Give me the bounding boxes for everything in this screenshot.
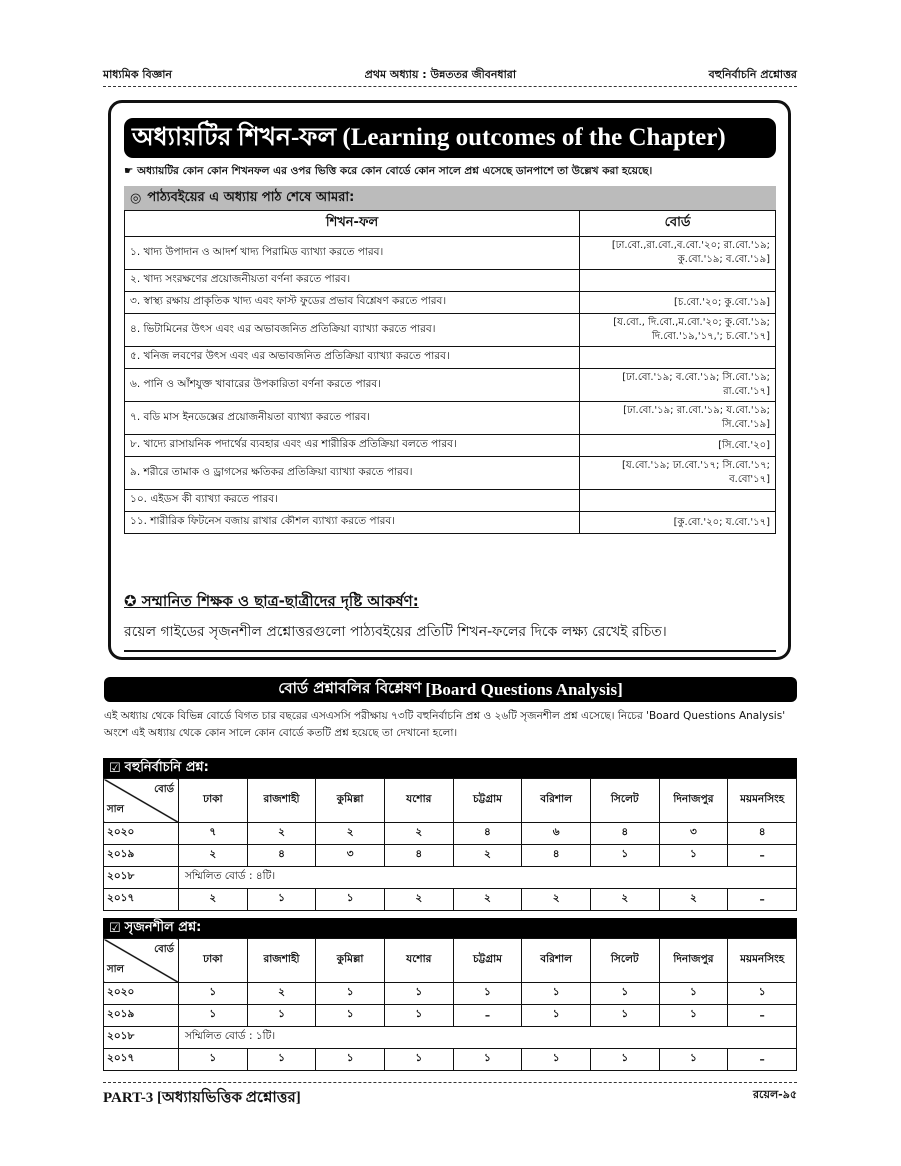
count-cell: ১ <box>384 1049 453 1071</box>
checkbox-icon: ☑ <box>109 760 121 776</box>
count-cell: ১ <box>316 1005 385 1027</box>
count-cell: ৩ <box>659 823 728 845</box>
board-header: যশোর <box>384 779 453 823</box>
combined-cell: সম্মিলিত বোর্ড : ১টি। <box>179 1027 797 1049</box>
count-cell: ২ <box>247 823 316 845</box>
col-board: বোর্ড <box>580 211 776 237</box>
table-row <box>104 823 797 845</box>
outcome-text: ৮. খাদ্যে রাসায়নিক পদার্থের ব্যবহার এবং এর শারীরিক প্রতিক্রিয়া বলতে পারব। <box>125 435 580 457</box>
count-cell: – <box>453 1005 522 1027</box>
outcome-board: [য.বো., দি.বো.,ম.বো.'২০; কু.বো.'১৯; দি.বো.'১৯,'১৭,'; চ.বো.'১৭] <box>580 314 776 347</box>
outcome-text: ১০. এইডস কী ব্যাখ্যা করতে পারব। <box>125 490 580 512</box>
table-row <box>104 889 797 911</box>
banner-en: [Board Questions Analysis] <box>425 679 623 699</box>
outcome-row <box>125 490 776 512</box>
count-cell: ২ <box>453 889 522 911</box>
outcome-board: [কু.বো.'২০; য.বো.'১৭] <box>580 512 776 534</box>
count-cell: ১ <box>522 983 591 1005</box>
count-cell: ৪ <box>728 823 797 845</box>
table-row <box>104 1005 797 1027</box>
count-cell: ১ <box>179 983 248 1005</box>
count-cell: ১ <box>247 1005 316 1027</box>
outcome-row <box>125 402 776 435</box>
count-cell: ১ <box>384 983 453 1005</box>
board-header: ঢাকা <box>179 939 248 983</box>
board-header: ময়মনসিংহ <box>728 939 797 983</box>
count-cell: ১ <box>659 1005 728 1027</box>
count-cell: ৭ <box>179 823 248 845</box>
board-header: সিলেট <box>590 779 659 823</box>
count-cell: ১ <box>522 1005 591 1027</box>
count-cell: – <box>728 1005 797 1027</box>
count-cell: ২ <box>179 845 248 867</box>
board-header: চট্টগ্রাম <box>453 779 522 823</box>
checkbox-icon: ☑ <box>109 920 121 936</box>
header-row <box>104 779 797 823</box>
count-cell: ১ <box>247 1049 316 1071</box>
count-cell: ১ <box>316 889 385 911</box>
outcome-text: ১. খাদ্য উপাদান ও আদর্শ খাদ্য পিরামিড ব্যাখ্যা করতে পারব। <box>125 237 580 270</box>
board-header: দিনাজপুর <box>659 779 728 823</box>
count-cell: – <box>728 889 797 911</box>
analysis-paragraph: এই অধ্যায় থেকে বিভিন্ন বোর্ডে বিগত চার বছরের এসএসসি পরীক্ষায় ৭৩টি বহুনির্বাচনি প্রশ্ন ও ২৬টি সৃজনশীল প্রশ্ন এসেছে। নিচের 'Board Questions Analysis' অংশে এই অধ্যায় থেকে কোন সালে কোন বোর্ডে কতটি প্রশ্ন হয়েছে তা দেখানো হলো। <box>104 710 786 739</box>
outcome-row <box>125 292 776 314</box>
outcome-row <box>125 512 776 534</box>
count-cell: – <box>728 1049 797 1071</box>
count-cell: ৪ <box>247 845 316 867</box>
outcome-text: ২. খাদ্য সংরক্ষণের প্রয়োজনীয়তা বর্ণনা করতে পারব। <box>125 270 580 292</box>
count-cell: – <box>728 845 797 867</box>
corner-year: সাল <box>107 964 124 975</box>
outcomes-title: অধ্যায়টির শিখন-ফল (Learning outcomes of the Chapter) <box>124 118 776 158</box>
table-row <box>104 867 797 889</box>
header-right: বহুনির্বাচনি প্রশ্নোত্তর <box>708 68 797 81</box>
board-header: রাজশাহী <box>247 939 316 983</box>
board-table <box>103 778 797 911</box>
outcome-board: [য.বো.'১৯; ঢা.বো.'১৭; সি.বো.'১৭; ব.বো'১৭] <box>580 457 776 490</box>
outcome-board <box>580 270 776 292</box>
outcomes-subheading: পাঠ্যবইয়ের এ অধ্যায় পাঠ শেষে আমরা: <box>147 189 355 205</box>
combined-cell: সম্মিলিত বোর্ড : ৪টি। <box>179 867 797 889</box>
outcomes-subheading-bar <box>124 186 776 210</box>
attention-text: রয়েল গাইডের সৃজনশীল প্রশ্নোত্তরগুলো পাঠ্যবইয়ের প্রতিটি শিখন-ফলের দিকে লক্ষ্য রেখেই রচিত। <box>124 620 776 652</box>
count-cell: ৪ <box>590 823 659 845</box>
board-table <box>103 938 797 1071</box>
table-row <box>104 983 797 1005</box>
col-outcome: শিখন-ফল <box>125 211 580 237</box>
corner-year: সাল <box>107 804 124 815</box>
outcome-board <box>580 347 776 369</box>
count-cell: ২ <box>659 889 728 911</box>
mcq-analysis-section <box>103 758 797 911</box>
year-cell: ২০১৯ <box>104 1005 179 1027</box>
board-header: কুমিল্লা <box>316 939 385 983</box>
header-left: মাধ্যমিক বিজ্ঞান <box>103 68 172 81</box>
corner-cell <box>104 939 179 983</box>
outcome-text: ১১. শারীরিক ফিটনেস বজায় রাখার কৌশল ব্যাখ্যা করতে পারব। <box>125 512 580 534</box>
board-header: চট্টগ্রাম <box>453 939 522 983</box>
count-cell: ১ <box>590 983 659 1005</box>
attention-heading: ✪ সম্মানিত শিক্ষক ও ছাত্র-ছাত্রীদের দৃষ্টি আকর্ষণ: <box>124 592 419 610</box>
analysis-banner <box>104 677 797 702</box>
count-cell: ১ <box>590 1049 659 1071</box>
outcome-row <box>125 347 776 369</box>
count-cell: ১ <box>659 845 728 867</box>
count-cell: ১ <box>728 983 797 1005</box>
table-title-bar <box>103 758 797 778</box>
count-cell: ৪ <box>453 823 522 845</box>
table-row <box>104 1049 797 1071</box>
count-cell: ২ <box>247 983 316 1005</box>
count-cell: ২ <box>522 889 591 911</box>
year-cell: ২০১৮ <box>104 1027 179 1049</box>
count-cell: ১ <box>316 1049 385 1071</box>
outcome-text: ৪. ভিটামিনের উৎস এবং এর অভাবজনিত প্রতিক্রিয়া ব্যাখ্যা করতে পারব। <box>125 314 580 347</box>
target-icon: ◎ <box>130 190 142 206</box>
outcome-board: [ঢা.বো.,রা.বো.,ব.বো.'২০; রা.বো.'১৯; কু.বো.'১৯; ব.বো.'১৯] <box>580 237 776 270</box>
count-cell: ২ <box>453 845 522 867</box>
count-cell: ২ <box>316 823 385 845</box>
board-header: বরিশাল <box>522 939 591 983</box>
count-cell: ১ <box>179 1005 248 1027</box>
header-row <box>104 939 797 983</box>
table-title: বহুনির্বাচনি প্রশ্ন: <box>124 759 209 775</box>
count-cell: ৬ <box>522 823 591 845</box>
board-header: ময়মনসিংহ <box>728 779 797 823</box>
corner-cell <box>104 779 179 823</box>
count-cell: ১ <box>453 983 522 1005</box>
count-cell: ২ <box>179 889 248 911</box>
count-cell: ২ <box>384 823 453 845</box>
outcome-text: ৬. পানি ও আঁশযুক্ত খাবারের উপকারিতা বর্ণনা করতে পারব। <box>125 369 580 402</box>
count-cell: ৩ <box>316 845 385 867</box>
outcome-text: ৭. বডি মাস ইনডেক্সের প্রয়োজনীয়তা ব্যাখ্যা করতে পারব। <box>125 402 580 435</box>
table-row <box>104 845 797 867</box>
table-title-bar <box>103 918 797 938</box>
count-cell: ১ <box>590 845 659 867</box>
outcome-row <box>125 435 776 457</box>
outcome-text: ৫. খনিজ লবণের উৎস এবং এর অভাবজনিত প্রতিক্রিয়া ব্যাখ্যা করতে পারব। <box>125 347 580 369</box>
year-cell: ২০১৭ <box>104 1049 179 1071</box>
outcome-text: ৯. শরীরে তামাক ও ড্রাগসের ক্ষতিকর প্রতিক্রিয়া ব্যাখ্যা করতে পারব। <box>125 457 580 490</box>
outcomes-table <box>124 210 776 534</box>
outcome-board: [ঢা.বো.'১৯; ব.বো.'১৯; সি.বো.'১৯; রা.বো.'১৭] <box>580 369 776 402</box>
count-cell: ৪ <box>384 845 453 867</box>
count-cell: ৪ <box>522 845 591 867</box>
count-cell: ১ <box>453 1049 522 1071</box>
count-cell: ১ <box>179 1049 248 1071</box>
board-header: বরিশাল <box>522 779 591 823</box>
outcome-row <box>125 369 776 402</box>
footer-right: রয়েল-৯৫ <box>753 1088 797 1101</box>
outcome-row <box>125 270 776 292</box>
footer-left: PART-3 [অধ্যায়ভিত্তিক প্রশ্নোত্তর] <box>103 1090 301 1106</box>
board-header: যশোর <box>384 939 453 983</box>
footer-divider <box>103 1082 797 1083</box>
corner-board: বোর্ড <box>154 784 174 795</box>
header-center: প্রথম অধ্যায় : উন্নততর জীবনধারা <box>364 68 517 81</box>
board-header: কুমিল্লা <box>316 779 385 823</box>
creative-analysis-section <box>103 918 797 1071</box>
count-cell: ১ <box>522 1049 591 1071</box>
count-cell: ১ <box>590 1005 659 1027</box>
board-header: রাজশাহী <box>247 779 316 823</box>
outcome-board <box>580 490 776 512</box>
year-cell: ২০১৭ <box>104 889 179 911</box>
count-cell: ২ <box>590 889 659 911</box>
year-cell: ২০২০ <box>104 823 179 845</box>
count-cell: ২ <box>384 889 453 911</box>
footer <box>103 1086 797 1111</box>
count-cell: ১ <box>384 1005 453 1027</box>
board-header: দিনাজপুর <box>659 939 728 983</box>
board-header: সিলেট <box>590 939 659 983</box>
outcome-row <box>125 237 776 270</box>
running-header <box>103 66 797 86</box>
count-cell: ১ <box>659 1049 728 1071</box>
count-cell: ১ <box>659 983 728 1005</box>
outcome-board: [সি.বো.'২০] <box>580 435 776 457</box>
banner-bn: বোর্ড প্রশ্নাবলির বিশ্লেষণ <box>278 679 422 697</box>
table-row <box>104 1027 797 1049</box>
count-cell: ১ <box>316 983 385 1005</box>
year-cell: ২০১৮ <box>104 867 179 889</box>
table-title: সৃজনশীল প্রশ্ন: <box>124 919 202 935</box>
outcome-text: ৩. স্বাস্থ্য রক্ষায় প্রাকৃতিক খাদ্য এবং ফাস্ট ফুডের প্রভাব বিশ্লেষণ করতে পারব। <box>125 292 580 314</box>
count-cell: ১ <box>247 889 316 911</box>
header-divider <box>103 86 797 87</box>
outcome-row <box>125 314 776 347</box>
board-header: ঢাকা <box>179 779 248 823</box>
outcome-board: [ঢা.বো.'১৯; রা.বো.'১৯; য.বো.'১৯; সি.বো.'১৯] <box>580 402 776 435</box>
outcomes-note: ☛ অধ্যায়টির কোন কোন শিখনফল এর ওপর ভিত্তি করে কোন বোর্ডে কোন সালে প্রশ্ন এসেছে ডানপাশে তা উল্লেখ করা হয়েছে। <box>124 165 653 177</box>
corner-board: বোর্ড <box>154 944 174 955</box>
year-cell: ২০১৯ <box>104 845 179 867</box>
outcome-board: [চ.বো.'২০; কু.বো.'১৯] <box>580 292 776 314</box>
outcome-row <box>125 457 776 490</box>
year-cell: ২০২০ <box>104 983 179 1005</box>
attention-heading-text: সম্মানিত শিক্ষক ও ছাত্র-ছাত্রীদের দৃষ্টি আকর্ষণ: <box>141 592 419 610</box>
